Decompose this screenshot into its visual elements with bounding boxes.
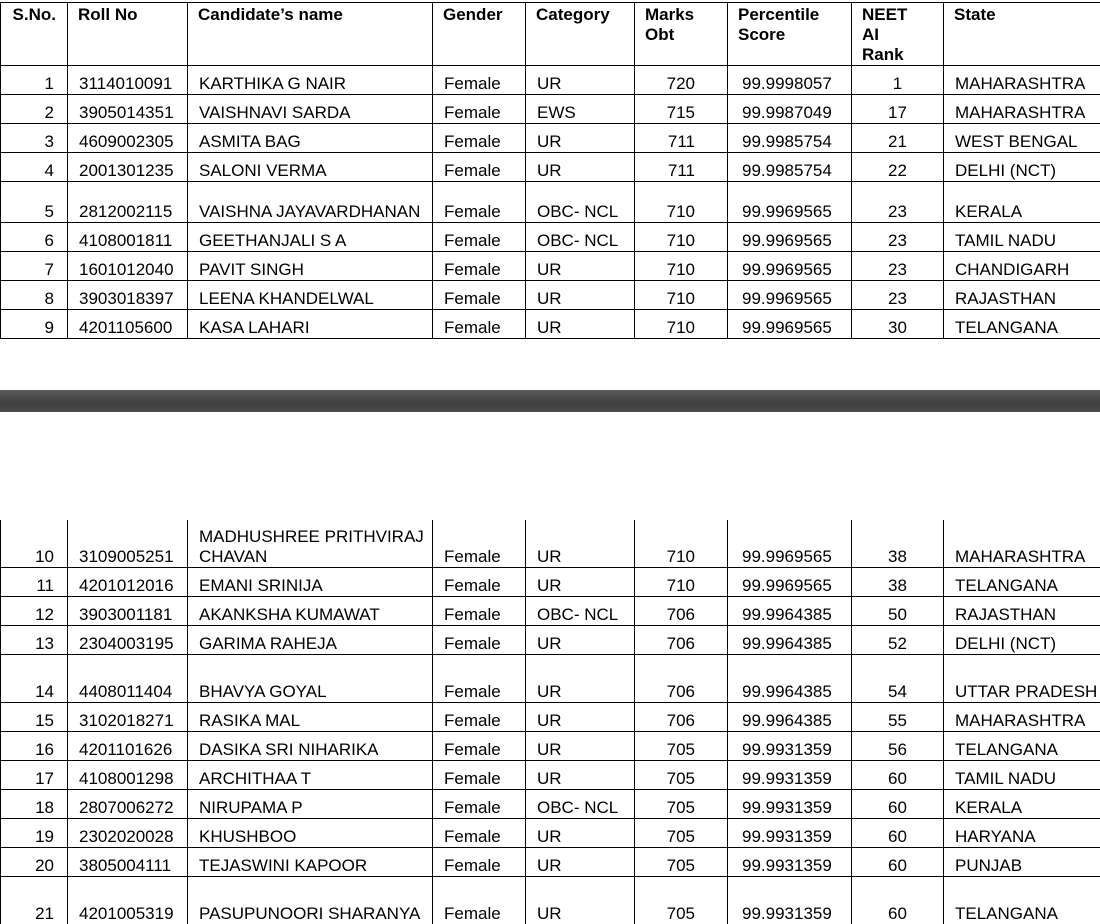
table-row xyxy=(1,182,1100,223)
cell-category: UR xyxy=(526,703,635,732)
cell-roll-no: 2304003195 xyxy=(68,626,188,655)
results-table-top xyxy=(0,2,1100,339)
cell-roll-no: 4201005319 xyxy=(68,877,188,924)
cell-roll-no: 3805004111 xyxy=(68,848,188,877)
cell-rank: 56 xyxy=(852,732,944,761)
cell-rank: 52 xyxy=(852,626,944,655)
table-row xyxy=(1,520,1100,568)
cell-sno: 10 xyxy=(1,520,68,568)
header-state: State xyxy=(944,3,1100,66)
cell-roll-no: 2001301235 xyxy=(68,153,188,182)
cell-category: OBC- NCL xyxy=(526,182,635,223)
cell-roll-no: 2812002115 xyxy=(68,182,188,223)
cell-category: OBC- NCL xyxy=(526,597,635,626)
cell-rank: 23 xyxy=(852,223,944,252)
table-row xyxy=(1,568,1100,597)
cell-candidate-name: SALONI VERMA xyxy=(188,153,433,182)
cell-rank: 60 xyxy=(852,877,944,924)
table-row xyxy=(1,819,1100,848)
header-rank: NEET AI Rank xyxy=(852,3,944,66)
cell-percentile: 99.9931359 xyxy=(728,761,852,790)
cell-candidate-name: RASIKA MAL xyxy=(188,703,433,732)
cell-percentile: 99.9931359 xyxy=(728,877,852,924)
header-sno: S.No. xyxy=(1,3,68,66)
cell-percentile: 99.9931359 xyxy=(728,790,852,819)
cell-roll-no: 3109005251 xyxy=(68,520,188,568)
cell-marks: 705 xyxy=(635,732,728,761)
cell-gender: Female xyxy=(433,66,526,95)
cell-candidate-name: TEJASWINI KAPOOR xyxy=(188,848,433,877)
cell-gender: Female xyxy=(433,568,526,597)
cell-candidate-name: KASA LAHARI xyxy=(188,310,433,339)
cell-percentile: 99.9969565 xyxy=(728,568,852,597)
cell-marks: 705 xyxy=(635,819,728,848)
cell-category: UR xyxy=(526,252,635,281)
cell-gender: Female xyxy=(433,626,526,655)
cell-gender: Female xyxy=(433,95,526,124)
cell-sno: 7 xyxy=(1,252,68,281)
cell-gender: Female xyxy=(433,281,526,310)
cell-state: UTTAR PRADESH xyxy=(944,655,1100,703)
cell-gender: Female xyxy=(433,223,526,252)
cell-candidate-name: PASUPUNOORI SHARANYA xyxy=(188,877,433,924)
cell-sno: 20 xyxy=(1,848,68,877)
cell-roll-no: 3903001181 xyxy=(68,597,188,626)
cell-gender: Female xyxy=(433,182,526,223)
cell-candidate-name: BHAVYA GOYAL xyxy=(188,655,433,703)
cell-percentile: 99.9985754 xyxy=(728,124,852,153)
cell-candidate-name: NIRUPAMA P xyxy=(188,790,433,819)
cell-rank: 50 xyxy=(852,597,944,626)
header-marks: Marks Obt xyxy=(635,3,728,66)
cell-category: UR xyxy=(526,124,635,153)
cell-state: DELHI (NCT) xyxy=(944,626,1100,655)
cell-percentile: 99.9964385 xyxy=(728,655,852,703)
cell-sno: 18 xyxy=(1,790,68,819)
cell-candidate-name: MADHUSHREE PRITHVIRAJ CHAVAN xyxy=(188,520,433,568)
table-row xyxy=(1,153,1100,182)
cell-percentile: 99.9964385 xyxy=(728,597,852,626)
cell-sno: 6 xyxy=(1,223,68,252)
cell-sno: 9 xyxy=(1,310,68,339)
cell-roll-no: 3905014351 xyxy=(68,95,188,124)
table-row xyxy=(1,732,1100,761)
cell-gender: Female xyxy=(433,597,526,626)
cell-rank: 21 xyxy=(852,124,944,153)
cell-category: UR xyxy=(526,281,635,310)
cell-percentile: 99.9969565 xyxy=(728,252,852,281)
cell-category: OBC- NCL xyxy=(526,790,635,819)
cell-candidate-name: KARTHIKA G NAIR xyxy=(188,66,433,95)
cell-candidate-name: LEENA KHANDELWAL xyxy=(188,281,433,310)
cell-percentile: 99.9969565 xyxy=(728,223,852,252)
cell-state: MAHARASHTRA xyxy=(944,66,1100,95)
header-roll-no: Roll No xyxy=(68,3,188,66)
cell-roll-no: 4108001811 xyxy=(68,223,188,252)
cell-percentile: 99.9987049 xyxy=(728,95,852,124)
cell-gender: Female xyxy=(433,790,526,819)
cell-marks: 705 xyxy=(635,790,728,819)
cell-percentile: 99.9969565 xyxy=(728,182,852,223)
cell-state: TELANGANA xyxy=(944,877,1100,924)
cell-sno: 16 xyxy=(1,732,68,761)
cell-marks: 710 xyxy=(635,252,728,281)
cell-marks: 706 xyxy=(635,626,728,655)
cell-candidate-name: GEETHANJALI S A xyxy=(188,223,433,252)
cell-category: UR xyxy=(526,732,635,761)
cell-percentile: 99.9985754 xyxy=(728,153,852,182)
cell-percentile: 99.9931359 xyxy=(728,848,852,877)
cell-sno: 3 xyxy=(1,124,68,153)
cell-category: UR xyxy=(526,153,635,182)
cell-category: UR xyxy=(526,66,635,95)
header-candidate-name: Candidate’s name xyxy=(188,3,433,66)
cell-state: PUNJAB xyxy=(944,848,1100,877)
cell-marks: 710 xyxy=(635,310,728,339)
cell-marks: 710 xyxy=(635,568,728,597)
cell-category: UR xyxy=(526,819,635,848)
table-row xyxy=(1,626,1100,655)
cell-marks: 710 xyxy=(635,520,728,568)
cell-state: WEST BENGAL xyxy=(944,124,1100,153)
cell-percentile: 99.9969565 xyxy=(728,281,852,310)
cell-sno: 21 xyxy=(1,877,68,924)
cell-candidate-name: ASMITA BAG xyxy=(188,124,433,153)
cell-gender: Female xyxy=(433,124,526,153)
cell-sno: 13 xyxy=(1,626,68,655)
cell-category: EWS xyxy=(526,95,635,124)
cell-marks: 705 xyxy=(635,761,728,790)
cell-rank: 22 xyxy=(852,153,944,182)
cell-roll-no: 4108001298 xyxy=(68,761,188,790)
table-row xyxy=(1,310,1100,339)
cell-state: TELANGANA xyxy=(944,310,1100,339)
cell-percentile: 99.9931359 xyxy=(728,819,852,848)
cell-percentile: 99.9998057 xyxy=(728,66,852,95)
cell-percentile: 99.9969565 xyxy=(728,310,852,339)
results-table-bottom xyxy=(0,520,1100,924)
header-category: Category xyxy=(526,3,635,66)
table-row xyxy=(1,703,1100,732)
cell-marks: 710 xyxy=(635,223,728,252)
cell-roll-no: 3102018271 xyxy=(68,703,188,732)
cell-category: UR xyxy=(526,877,635,924)
cell-category: UR xyxy=(526,848,635,877)
cell-roll-no: 4408011404 xyxy=(68,655,188,703)
cell-category: OBC- NCL xyxy=(526,223,635,252)
cell-state: RAJASTHAN xyxy=(944,281,1100,310)
cell-rank: 55 xyxy=(852,703,944,732)
cell-rank: 60 xyxy=(852,761,944,790)
cell-marks: 710 xyxy=(635,281,728,310)
cell-roll-no: 2302020028 xyxy=(68,819,188,848)
cell-gender: Female xyxy=(433,819,526,848)
cell-marks: 705 xyxy=(635,877,728,924)
table-row xyxy=(1,790,1100,819)
cell-sno: 11 xyxy=(1,568,68,597)
cell-sno: 8 xyxy=(1,281,68,310)
cell-candidate-name: VAISHNA JAYAVARDHANAN xyxy=(188,182,433,223)
cell-category: UR xyxy=(526,568,635,597)
cell-percentile: 99.9964385 xyxy=(728,626,852,655)
cell-marks: 711 xyxy=(635,124,728,153)
cell-sno: 17 xyxy=(1,761,68,790)
cell-candidate-name: ARCHITHAA T xyxy=(188,761,433,790)
table-row xyxy=(1,66,1100,95)
table-row xyxy=(1,223,1100,252)
cell-state: RAJASTHAN xyxy=(944,597,1100,626)
cell-roll-no: 4201105600 xyxy=(68,310,188,339)
header-row xyxy=(1,3,1100,66)
cell-gender: Female xyxy=(433,153,526,182)
cell-state: KERALA xyxy=(944,790,1100,819)
cell-candidate-name: GARIMA RAHEJA xyxy=(188,626,433,655)
cell-candidate-name: VAISHNAVI SARDA xyxy=(188,95,433,124)
cell-marks: 705 xyxy=(635,848,728,877)
cell-state: TAMIL NADU xyxy=(944,761,1100,790)
table-row xyxy=(1,655,1100,703)
cell-rank: 30 xyxy=(852,310,944,339)
cell-rank: 60 xyxy=(852,848,944,877)
cell-percentile: 99.9969565 xyxy=(728,520,852,568)
cell-state: MAHARASHTRA xyxy=(944,95,1100,124)
cell-category: UR xyxy=(526,761,635,790)
cell-rank: 23 xyxy=(852,182,944,223)
cell-marks: 706 xyxy=(635,597,728,626)
cell-category: UR xyxy=(526,626,635,655)
cell-gender: Female xyxy=(433,761,526,790)
cell-state: MAHARASHTRA xyxy=(944,520,1100,568)
cell-state: DELHI (NCT) xyxy=(944,153,1100,182)
table-row xyxy=(1,848,1100,877)
cell-candidate-name: KHUSHBOO xyxy=(188,819,433,848)
table-row xyxy=(1,877,1100,924)
cell-marks: 715 xyxy=(635,95,728,124)
cell-sno: 1 xyxy=(1,66,68,95)
cell-rank: 1 xyxy=(852,66,944,95)
cell-sno: 15 xyxy=(1,703,68,732)
cell-roll-no: 4201012016 xyxy=(68,568,188,597)
cell-rank: 60 xyxy=(852,819,944,848)
table-row xyxy=(1,281,1100,310)
cell-roll-no: 4609002305 xyxy=(68,124,188,153)
cell-marks: 706 xyxy=(635,655,728,703)
cell-gender: Female xyxy=(433,655,526,703)
cell-state: KERALA xyxy=(944,182,1100,223)
cell-rank: 38 xyxy=(852,568,944,597)
cell-marks: 706 xyxy=(635,703,728,732)
cell-state: TAMIL NADU xyxy=(944,223,1100,252)
cell-gender: Female xyxy=(433,703,526,732)
header-gender: Gender xyxy=(433,3,526,66)
cell-gender: Female xyxy=(433,877,526,924)
cell-state: HARYANA xyxy=(944,819,1100,848)
cell-roll-no: 4201101626 xyxy=(68,732,188,761)
cell-sno: 5 xyxy=(1,182,68,223)
cell-state: TELANGANA xyxy=(944,568,1100,597)
page-divider xyxy=(0,390,1100,412)
cell-gender: Female xyxy=(433,732,526,761)
cell-marks: 711 xyxy=(635,153,728,182)
cell-rank: 38 xyxy=(852,520,944,568)
cell-percentile: 99.9964385 xyxy=(728,703,852,732)
table-row xyxy=(1,124,1100,153)
cell-roll-no: 2807006272 xyxy=(68,790,188,819)
cell-marks: 710 xyxy=(635,182,728,223)
table-row xyxy=(1,252,1100,281)
cell-rank: 23 xyxy=(852,281,944,310)
cell-rank: 17 xyxy=(852,95,944,124)
cell-state: TELANGANA xyxy=(944,732,1100,761)
cell-gender: Female xyxy=(433,310,526,339)
cell-category: UR xyxy=(526,310,635,339)
cell-category: UR xyxy=(526,520,635,568)
cell-roll-no: 3114010091 xyxy=(68,66,188,95)
header-percentile: Percentile Score xyxy=(728,3,852,66)
cell-percentile: 99.9931359 xyxy=(728,732,852,761)
cell-state: MAHARASHTRA xyxy=(944,703,1100,732)
cell-marks: 720 xyxy=(635,66,728,95)
cell-candidate-name: EMANI SRINIJA xyxy=(188,568,433,597)
cell-gender: Female xyxy=(433,252,526,281)
cell-candidate-name: PAVIT SINGH xyxy=(188,252,433,281)
cell-candidate-name: DASIKA SRI NIHARIKA xyxy=(188,732,433,761)
cell-roll-no: 1601012040 xyxy=(68,252,188,281)
table-row xyxy=(1,761,1100,790)
cell-rank: 54 xyxy=(852,655,944,703)
cell-category: UR xyxy=(526,655,635,703)
cell-rank: 60 xyxy=(852,790,944,819)
cell-sno: 2 xyxy=(1,95,68,124)
table-row xyxy=(1,597,1100,626)
cell-sno: 12 xyxy=(1,597,68,626)
cell-rank: 23 xyxy=(852,252,944,281)
cell-sno: 4 xyxy=(1,153,68,182)
cell-roll-no: 3903018397 xyxy=(68,281,188,310)
cell-gender: Female xyxy=(433,520,526,568)
cell-sno: 14 xyxy=(1,655,68,703)
cell-gender: Female xyxy=(433,848,526,877)
cell-candidate-name: AKANKSHA KUMAWAT xyxy=(188,597,433,626)
cell-state: CHANDIGARH xyxy=(944,252,1100,281)
cell-sno: 19 xyxy=(1,819,68,848)
table-row xyxy=(1,95,1100,124)
